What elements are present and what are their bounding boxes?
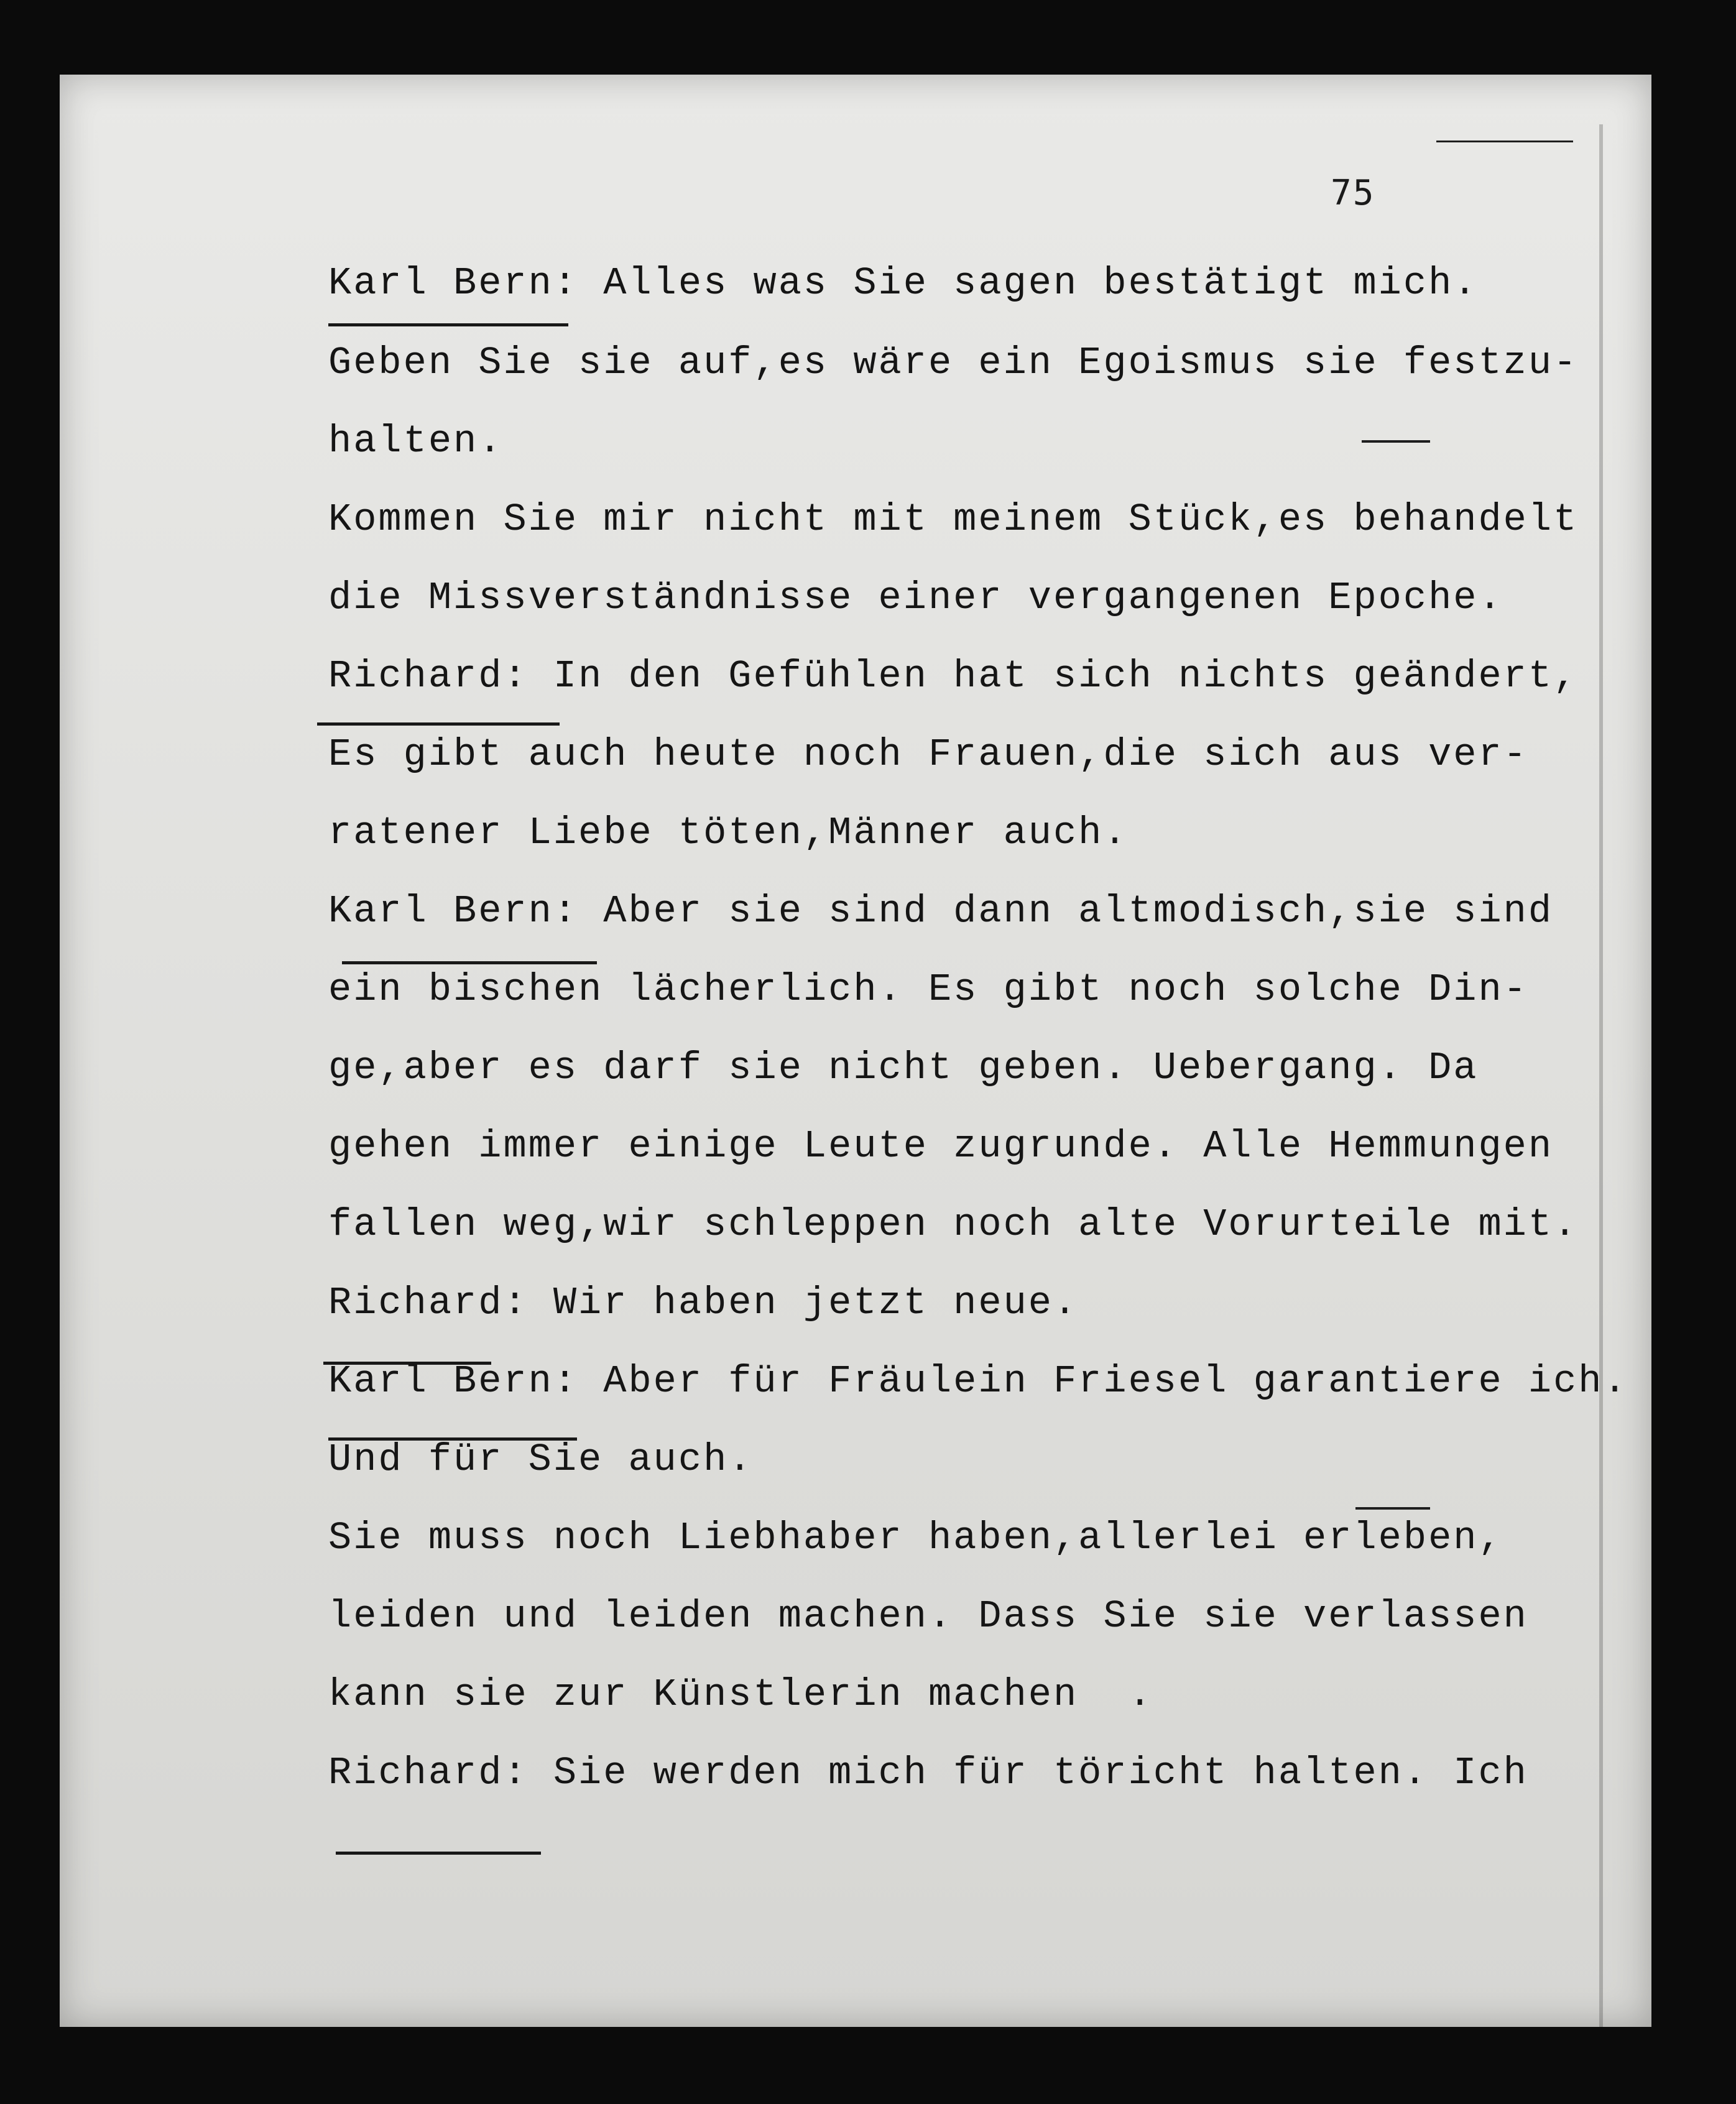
stray-pen-mark [1362,440,1430,443]
text-line: Richard: In den Gefühlen hat sich nichts geändert, [328,654,1579,698]
text-line: Sie muss noch Liebhaber haben,allerlei erleben, [328,1516,1503,1560]
paper-crease [1599,124,1603,2027]
page-number: 75 [1331,173,1375,213]
text-line: gehen immer einige Leute zugrunde. Alle Hemmungen [328,1124,1554,1168]
text-line: kann sie zur Künstlerin machen . [328,1673,1153,1717]
text-line: ratener Liebe töten,Männer auch. [328,811,1129,855]
stray-pen-mark [1436,141,1573,142]
text-line: fallen weg,wir schleppen noch alte Vorurteile mit. [328,1202,1579,1247]
speaker-underline [328,323,568,326]
text-line: Es gibt auch heute noch Frauen,die sich aus ver- [328,732,1528,777]
text-line: Und für Sie auch. [328,1437,754,1482]
speaker-underline [342,961,597,964]
text-line: ein bischen lächerlich. Es gibt noch solche Din- [328,967,1528,1012]
text-line: leiden und leiden machen. Dass Sie sie verlassen [328,1594,1528,1638]
stray-pen-mark [1355,1507,1430,1510]
text-line: Richard: Wir haben jetzt neue. [328,1281,1079,1325]
text-line: halten. [328,419,504,463]
text-line: Karl Bern: Aber sie sind dann altmodisch,sie sind [328,889,1554,933]
text-line: ge,aber es darf sie nicht geben. Uebergang. Da [328,1046,1479,1090]
text-line: Kommen Sie mir nicht mit meinem Stück,es behandelt [328,497,1579,542]
speaker-underline [336,1852,541,1855]
text-line: Karl Bern: Aber für Fräulein Friesel garantiere ich. [328,1359,1628,1403]
text-line: Geben Sie sie auf,es wäre ein Egoismus sie festzu- [328,341,1579,385]
text-line: Richard: Sie werden mich für töricht halten. Ich [328,1751,1528,1795]
text-line: Karl Bern: Alles was Sie sagen bestätigt mich. [328,261,1479,305]
speaker-underline [317,722,560,726]
text-line: die Missverständnisse einer vergangenen Epoche. [328,576,1503,620]
